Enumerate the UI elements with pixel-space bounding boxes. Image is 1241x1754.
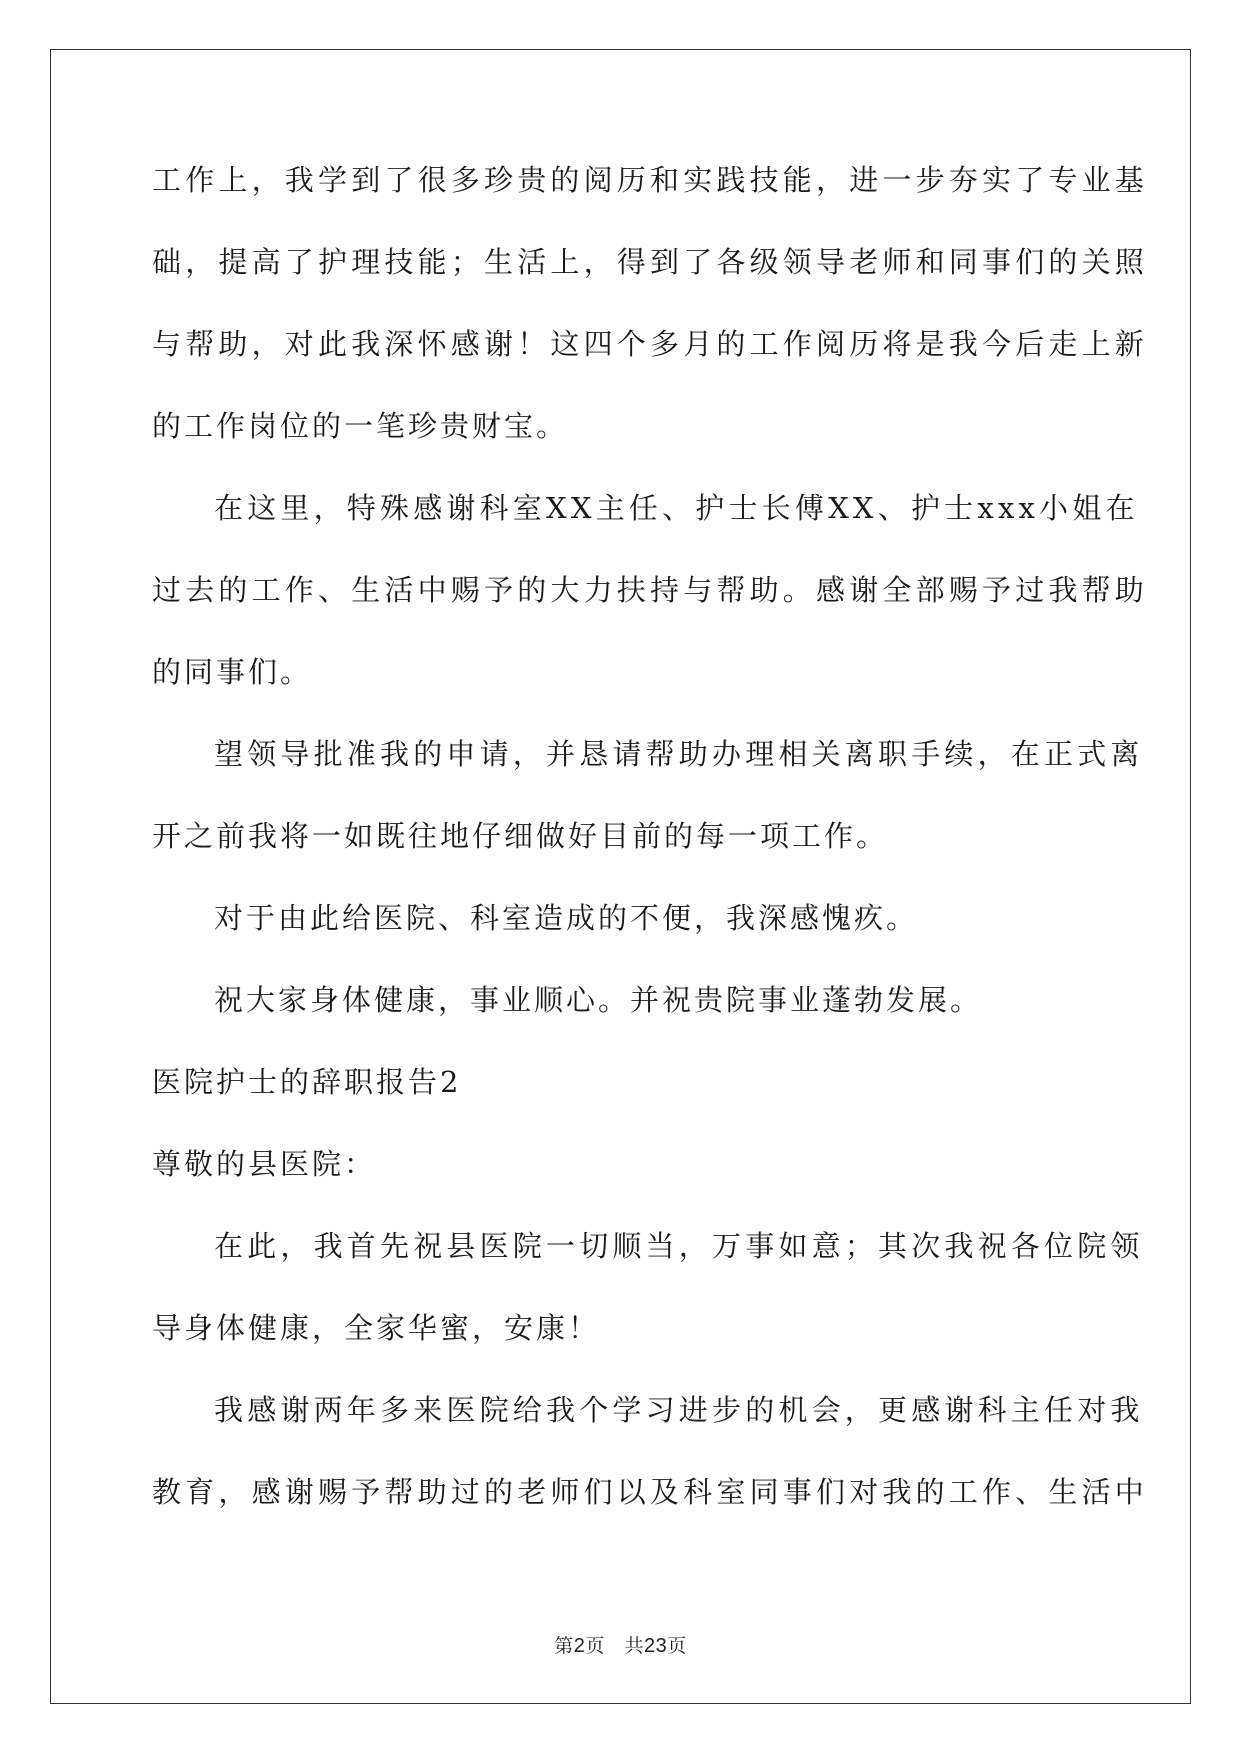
- footer-total-prefix: 共: [624, 1635, 645, 1657]
- paragraph-first-line: 祝大家身体健康，事业顺心。并祝贵院事业蓬勃发展。: [214, 983, 983, 1017]
- document-body: [152, 163, 1149, 1557]
- text-line: 导身体健康，全家华蜜，安康！: [152, 1311, 601, 1345]
- text-line: 础，提高了护理技能；生活上，得到了各级领导老师和同事们的关照: [152, 245, 1149, 279]
- footer-prefix: 第: [554, 1635, 574, 1657]
- text-line: 的工作岗位的一笔珍贵财宝。: [152, 409, 569, 443]
- paragraph-first-line: 在此，我首先祝县医院一切顺当，万事如意；其次我祝各位院领: [214, 1229, 1144, 1263]
- salutation: 尊敬的县医院：: [152, 1147, 377, 1181]
- page-footer: [0, 1631, 1241, 1658]
- paragraph-first-line: 在这里，特殊感谢科室XX主任、护士长傅XX、护士xxx小姐在: [214, 491, 1139, 525]
- current-page-number: 2: [573, 1635, 586, 1657]
- total-pages-number: 23: [644, 1635, 668, 1657]
- text-line: 与帮助，对此我深怀感谢！这四个多月的工作阅历将是我今后走上新: [152, 327, 1149, 361]
- footer-page-label: 页: [585, 1635, 605, 1657]
- text-line: 教育，感谢赐予帮助过的老师们以及科室同事们对我的工作、生活中: [152, 1475, 1149, 1509]
- text-line: 工作上，我学到了很多珍贵的阅历和实践技能，进一步夯实了专业基: [152, 163, 1149, 197]
- text-line: 的同事们。: [152, 655, 313, 689]
- footer-total-label: 页: [667, 1635, 687, 1657]
- section-heading: 医院护士的辞职报告2: [152, 1065, 462, 1099]
- paragraph-first-line: 对于由此给医院、科室造成的不便，我深感愧疚。: [214, 901, 919, 935]
- paragraph-first-line: 望领导批准我的申请，并恳请帮助办理相关离职手续，在正式离: [214, 737, 1144, 771]
- paragraph-first-line: 我感谢两年多来医院给我个学习进步的机会，更感谢科主任对我: [214, 1393, 1144, 1427]
- text-line: 过去的工作、生活中赐予的大力扶持与帮助。感谢全部赐予过我帮助: [152, 573, 1149, 607]
- text-line: 开之前我将一如既往地仔细做好目前的每一项工作。: [152, 819, 889, 853]
